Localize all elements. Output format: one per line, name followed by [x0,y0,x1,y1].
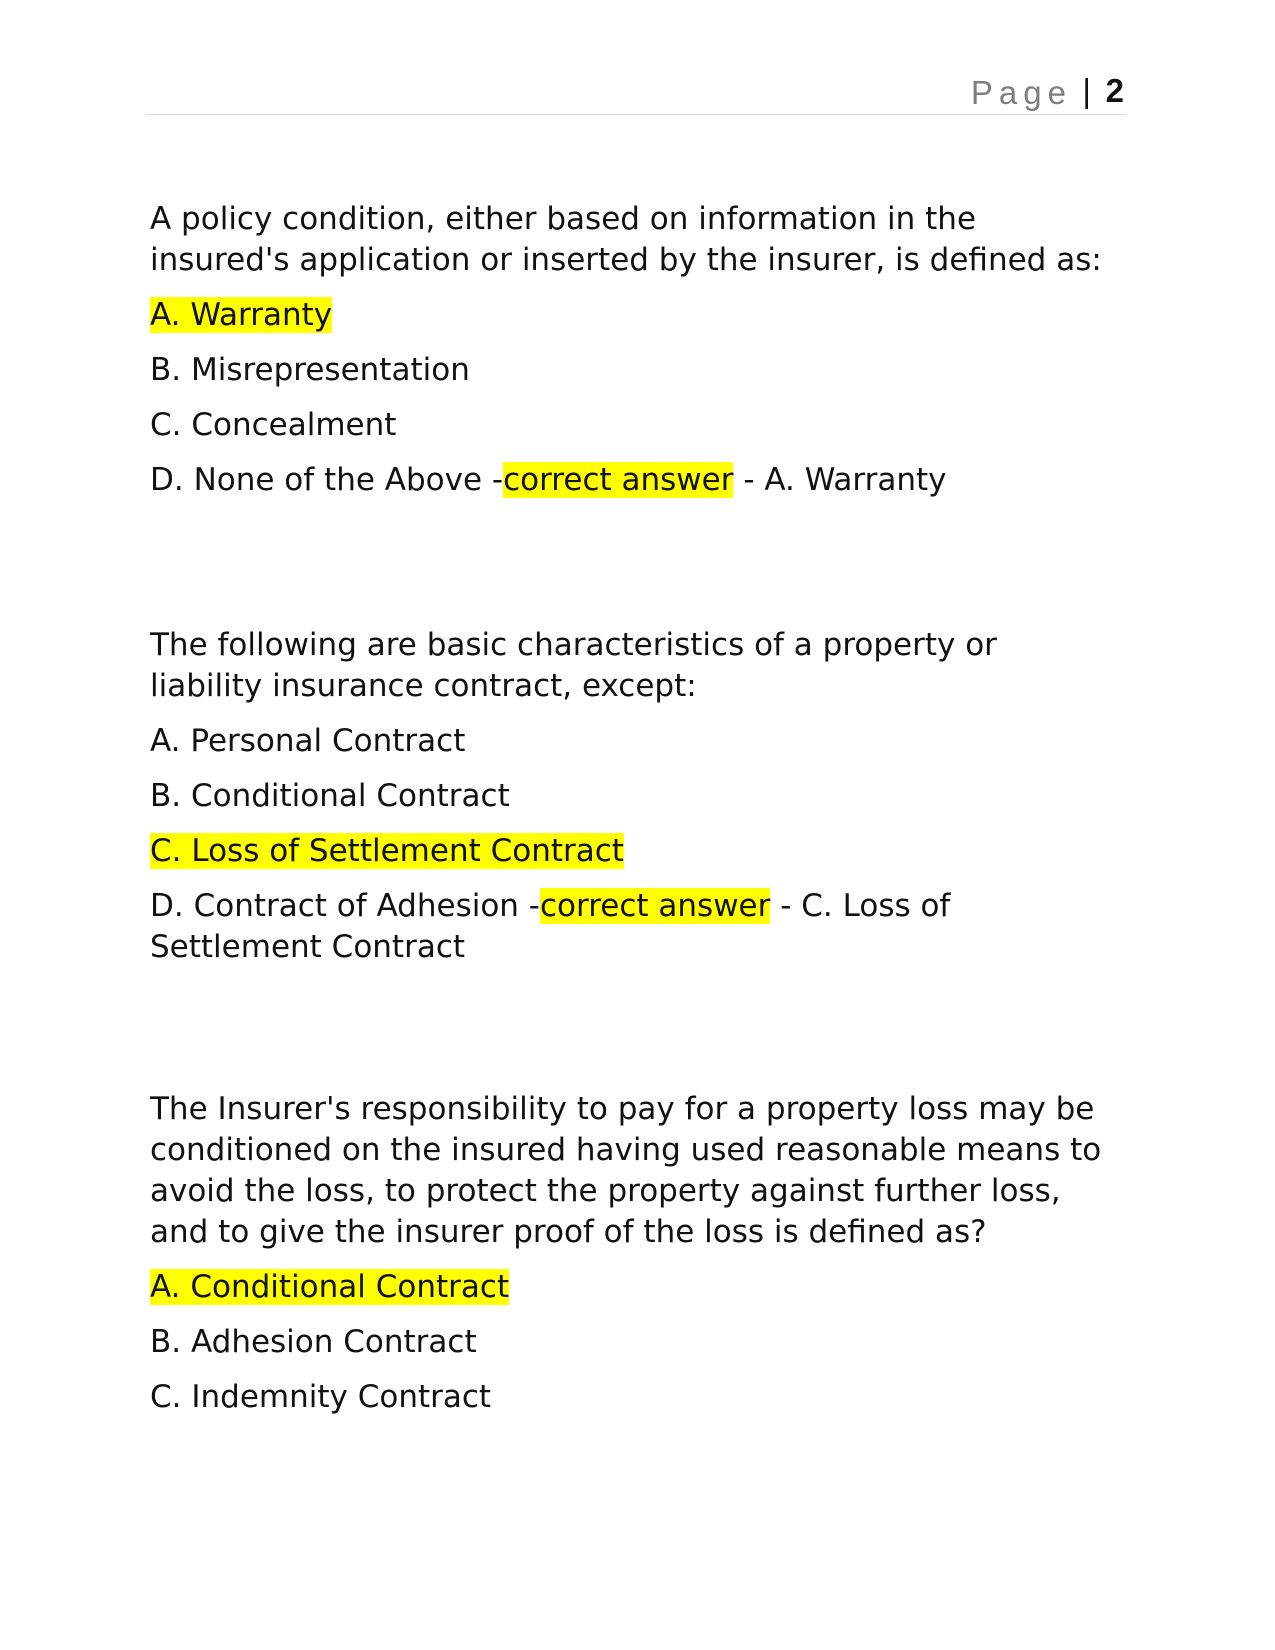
correct-answer-tag: correct answer [503,462,734,498]
question-1 [150,199,1110,515]
option-c: C. Indemnity Contract [150,1379,492,1415]
correct-answer-tag: correct answer [540,888,771,924]
option-a: A. Personal Contract [150,723,466,759]
question-text: The following are basic characteristics of a property or liability insurance contract, except: [150,627,997,704]
option-d-label: D. None of the Above - [150,462,504,498]
highlighted-answer: C. Loss of Settlement Contract [150,833,624,869]
option-d-label: D. Contract of Adhesion - [150,888,540,924]
option-d [150,460,1110,501]
question-text: A policy condition, either based on information in the insured's application or inserted by the insurer, is defined as: [150,201,1102,278]
page-number: 2 [1105,72,1124,109]
question-text: The Insurer's responsibility to pay for a property loss may be conditioned on the insured having used reasonable means to avoid the loss, to protect the property against further loss, and to give the insurer proof of the loss is defined as? [150,1091,1102,1250]
option-c [150,831,1110,872]
option-c: C. Concealment [150,407,397,443]
answer-text: - A. Warranty [733,462,947,498]
answer-text: - C. Loss of Settlement Contract [150,888,951,965]
option-b: B. Misrepresentation [150,352,470,388]
page-separator: | [1082,72,1091,109]
highlighted-answer: A. Conditional Contract [150,1269,510,1305]
highlighted-answer: A. Warranty [150,297,333,333]
page-header [146,70,1126,115]
question-3 [150,1089,1110,1432]
option-a [150,295,1110,336]
option-d [150,886,1110,968]
option-b: B. Conditional Contract [150,778,510,814]
option-b: B. Adhesion Contract [150,1324,477,1360]
option-a [150,1267,1110,1308]
question-2 [150,625,1110,982]
page-label: Page [970,74,1072,111]
